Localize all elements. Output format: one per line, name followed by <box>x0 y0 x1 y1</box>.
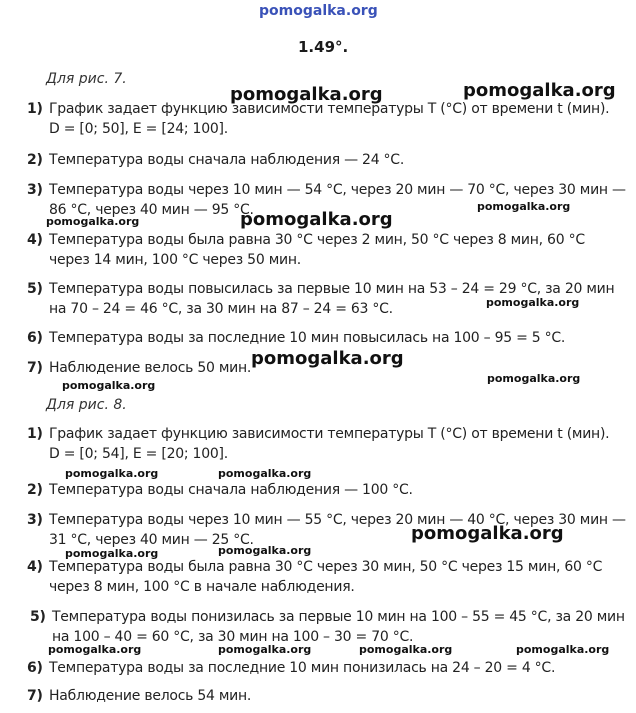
item-number: 7) <box>27 360 43 376</box>
item-text: Температура воды сначала наблюдения — 100 °C. <box>49 482 413 498</box>
item-text-cont: через 14 мин, 100 °C через 50 мин. <box>49 252 301 268</box>
watermark: pomogalka.org <box>251 348 404 369</box>
item-text: Температура воды понизилась за первые 10 мин на 100 – 55 = 45 °C, за 20 мин <box>52 609 625 625</box>
watermark: pomogalka.org <box>65 467 159 480</box>
item-text-cont: на 100 – 40 = 60 °C, за 30 мин на 100 – 30 = 70 °C. <box>52 629 414 645</box>
item-text: Температура воды через 10 мин — 55 °C, через 20 мин — 40 °C, через 30 мин — <box>49 512 626 528</box>
watermark: pomogalka.org <box>487 372 581 385</box>
item-number: 6) <box>27 660 43 676</box>
watermark: pomogalka.org <box>463 80 616 101</box>
watermark: pomogalka.org <box>65 547 159 560</box>
fig8-item-1 <box>27 424 609 464</box>
item-text: График задает функцию зависимости температуры T (°C) от времени t (мин). <box>49 101 610 117</box>
watermark: pomogalka.org <box>218 643 312 656</box>
figure8-label: Для рис. 8. <box>46 397 127 413</box>
item-text: Температура воды за последние 10 мин понизилась на 24 – 20 = 4 °C. <box>49 660 556 676</box>
site-header[interactable]: pomogalka.org <box>259 3 378 19</box>
item-text: Температура воды через 10 мин — 54 °C, через 20 мин — 70 °C, через 30 мин — <box>49 182 626 198</box>
figure7-label: Для рис. 7. <box>46 71 127 87</box>
item-number: 4) <box>27 559 43 575</box>
item-text: Температура воды за последние 10 мин повысилась на 100 – 95 = 5 °C. <box>49 330 566 346</box>
watermark: pomogalka.org <box>359 643 453 656</box>
fig8-item-6 <box>27 658 555 678</box>
item-text: Температура воды повысилась за первые 10 мин на 53 – 24 = 29 °C, за 20 мин <box>49 281 615 297</box>
item-number: 5) <box>30 609 46 625</box>
fig8-item-5 <box>30 607 625 647</box>
watermark: pomogalka.org <box>48 643 142 656</box>
watermark: pomogalka.org <box>230 84 383 105</box>
item-number: 3) <box>27 182 43 198</box>
watermark: pomogalka.org <box>46 215 140 228</box>
watermark: pomogalka.org <box>62 379 156 392</box>
watermark: pomogalka.org <box>411 523 564 544</box>
fig7-item-2 <box>27 150 404 170</box>
item-number: 1) <box>27 426 43 442</box>
item-text-cont: через 8 мин, 100 °C в начале наблюдения. <box>49 579 355 595</box>
watermark: pomogalka.org <box>240 209 393 230</box>
item-text: Температура воды была равна 30 °C через 2 мин, 50 °C через 8 мин, 60 °C <box>49 232 585 248</box>
item-number: 2) <box>27 482 43 498</box>
fig7-item-4 <box>27 230 585 270</box>
item-text-cont: 86 °C, через 40 мин — 95 °C. <box>49 202 254 218</box>
exercise-number: 1.49°. <box>298 38 349 56</box>
watermark: pomogalka.org <box>516 643 610 656</box>
item-text-cont: 31 °C, через 40 мин — 25 °C. <box>49 532 254 548</box>
item-number: 4) <box>27 232 43 248</box>
item-number: 5) <box>27 281 43 297</box>
watermark: pomogalka.org <box>486 296 580 309</box>
fig8-item-4 <box>27 557 602 597</box>
fig7-item-7 <box>27 358 251 378</box>
item-number: 2) <box>27 152 43 168</box>
item-text-cont: D = [0; 50], E = [24; 100]. <box>49 121 228 137</box>
fig8-item-2 <box>27 480 413 500</box>
item-number: 7) <box>27 688 43 704</box>
item-number: 6) <box>27 330 43 346</box>
fig7-item-1 <box>27 99 609 139</box>
item-number: 1) <box>27 101 43 117</box>
item-text-cont: на 70 – 24 = 46 °C, за 30 мин на 87 – 24 = 63 °C. <box>49 301 393 317</box>
item-text-cont: D = [0; 54], E = [20; 100]. <box>49 446 228 462</box>
watermark: pomogalka.org <box>477 200 571 213</box>
watermark: pomogalka.org <box>218 544 312 557</box>
fig8-item-7 <box>27 686 251 706</box>
fig7-item-6 <box>27 328 565 348</box>
item-text: Температура воды сначала наблюдения — 24 °C. <box>49 152 405 168</box>
item-text: Наблюдение велось 54 мин. <box>49 688 252 704</box>
item-number: 3) <box>27 512 43 528</box>
item-text: Наблюдение велось 50 мин. <box>49 360 252 376</box>
item-text: График задает функцию зависимости температуры T (°C) от времени t (мин). <box>49 426 610 442</box>
watermark: pomogalka.org <box>218 467 312 480</box>
item-text: Температура воды была равна 30 °C через 30 мин, 50 °C через 15 мин, 60 °C <box>49 559 603 575</box>
